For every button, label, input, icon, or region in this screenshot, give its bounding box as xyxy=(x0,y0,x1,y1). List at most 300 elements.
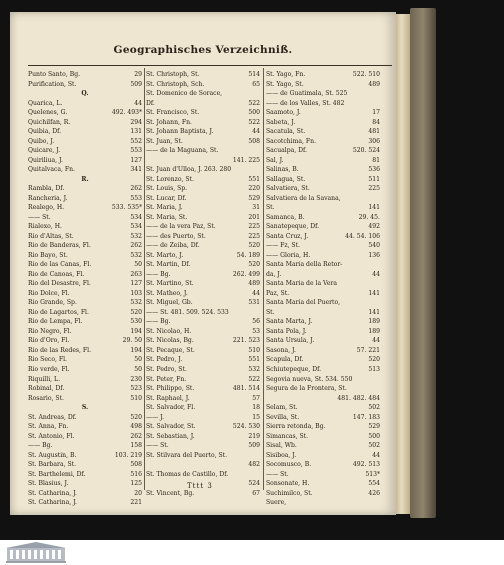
entry-page-numbers: 522. 510 xyxy=(352,71,380,78)
entry-name: Santa Maria del Puerto, xyxy=(266,299,341,307)
index-entry xyxy=(146,99,260,109)
index-column-1 xyxy=(28,70,142,508)
entry-name: Quarica, L. xyxy=(28,99,63,107)
entry-name: St. Christoph, St. xyxy=(146,71,200,78)
entry-page-numbers: 44 xyxy=(372,451,380,459)
index-entry xyxy=(28,70,142,80)
entry-page-numbers: 534 xyxy=(130,213,142,221)
entry-name: Selam, St. xyxy=(266,404,298,412)
index-entry xyxy=(266,384,380,394)
entry-name: Riquilli, L. xyxy=(28,375,61,383)
index-entry xyxy=(146,203,260,213)
entry-name: da, J. xyxy=(266,270,282,278)
entry-page-numbers: 56 xyxy=(252,318,260,326)
index-entry xyxy=(146,489,260,499)
index-entry xyxy=(146,194,260,204)
index-entry xyxy=(266,451,380,461)
index-entry xyxy=(266,222,380,232)
index-entry xyxy=(146,346,260,356)
entry-name: St. Johann Baptista, J. xyxy=(146,128,214,136)
entry-name: Q. xyxy=(81,90,89,98)
entry-page-numbers: 44 xyxy=(372,337,380,345)
entry-name: St. Catharina, J. xyxy=(28,489,77,497)
entry-name: Rosario, St. xyxy=(28,394,64,402)
entry-name: St. Martino, St. xyxy=(146,280,194,288)
entry-page-numbers: 524 xyxy=(248,480,260,488)
entry-name: St. Raphael, J. xyxy=(146,394,190,402)
index-entry xyxy=(146,317,260,327)
index-entry xyxy=(28,422,142,432)
index-entry xyxy=(146,232,260,242)
index-entry xyxy=(146,365,260,375)
entry-page-numbers: 189 xyxy=(368,327,380,335)
entry-page-numbers: 44 xyxy=(372,270,380,278)
index-entry xyxy=(266,184,380,194)
index-entry xyxy=(28,213,142,223)
index-entry xyxy=(146,422,260,432)
entry-name: Salvatiera, St. xyxy=(266,185,310,193)
entry-page-numbers: 492 xyxy=(368,223,380,231)
entry-page-numbers: 194 xyxy=(130,327,142,335)
index-entry xyxy=(266,108,380,118)
entry-name: Simancas, St. xyxy=(266,432,309,440)
index-entry xyxy=(266,232,380,242)
entry-page-numbers: 147. 183 xyxy=(352,413,380,421)
entry-page-numbers: 532 xyxy=(130,299,142,307)
index-entry xyxy=(266,394,380,404)
entry-page-numbers: 520 xyxy=(368,356,380,364)
index-entry xyxy=(266,156,380,166)
entry-name: Schiutepeque, Df. xyxy=(266,365,322,373)
entry-name: St. xyxy=(266,204,275,212)
entry-name: —— Bg. xyxy=(146,270,171,278)
entry-name: St. Barthelemi, Df. xyxy=(28,470,86,478)
entry-page-numbers: 513 xyxy=(368,365,380,373)
index-entry xyxy=(266,327,380,337)
entry-name: Sevilla, St. xyxy=(266,413,300,421)
entry-page-numbers: 531 xyxy=(248,299,260,307)
entry-name: Sisiboa, J. xyxy=(266,451,297,459)
entry-page-numbers: 510 xyxy=(248,346,260,354)
entry-name: Segovia nueva, St. 534. 550 xyxy=(266,375,353,383)
entry-page-numbers: 17 xyxy=(372,109,380,117)
entry-name: St. Francisco, St. xyxy=(146,109,200,117)
entry-name: Santa Cruz, J. xyxy=(266,232,309,240)
index-entry xyxy=(146,251,260,261)
index-entry xyxy=(28,355,142,365)
entry-page-numbers: 510 xyxy=(130,394,142,402)
entry-name: St. Salvador, Fl. xyxy=(146,404,196,412)
entry-name: Sacatula, St. xyxy=(266,128,306,136)
entry-page-numbers: 57. 221 xyxy=(356,346,380,354)
entry-page-numbers: 67 xyxy=(252,489,260,497)
index-entry xyxy=(266,99,380,109)
entry-name: Rio de Lempa, Fl. xyxy=(28,318,83,326)
entry-page-numbers: 529 xyxy=(368,423,380,431)
entry-name: St. Andreas, Df. xyxy=(28,413,77,421)
entry-page-numbers: 513* xyxy=(365,470,380,478)
entry-page-numbers: 529 xyxy=(248,194,260,202)
index-entry xyxy=(28,99,142,109)
entry-page-numbers: 201 xyxy=(248,213,260,221)
entry-page-numbers: 44 xyxy=(252,128,260,136)
entry-name: Sonsonate, H. xyxy=(266,480,310,488)
entry-page-numbers: 262. 499 xyxy=(232,270,260,278)
index-entry xyxy=(146,336,260,346)
entry-name: Santa Marta, J. xyxy=(266,318,313,326)
index-entry xyxy=(266,498,380,508)
section-letter xyxy=(28,89,142,99)
entry-name: Sallagua, St. xyxy=(266,175,306,183)
entry-name: St. Vincent, Bg. xyxy=(146,489,195,497)
entry-name: —— J. xyxy=(146,413,165,421)
index-entry xyxy=(28,203,142,213)
section-letter xyxy=(28,403,142,413)
entry-page-numbers: 44. 54. 106 xyxy=(345,232,380,240)
index-entry xyxy=(28,460,142,470)
entry-name: —— de Zeiba, Df. xyxy=(146,242,200,250)
page-edges xyxy=(396,14,410,514)
entry-name: Sacotchima, Fn. xyxy=(266,137,316,145)
entry-page-numbers: 262 xyxy=(130,242,142,250)
index-entry xyxy=(266,308,380,318)
entry-page-numbers: 523 xyxy=(130,385,142,393)
entry-name: St. Stilvara del Puerto, St. xyxy=(146,451,228,459)
entry-page-numbers: 125 xyxy=(130,480,142,488)
index-entry xyxy=(28,279,142,289)
entry-page-numbers: 502 xyxy=(368,442,380,450)
entry-name: Df. xyxy=(146,99,155,107)
entry-page-numbers: 492. 493* xyxy=(111,109,142,117)
index-entry xyxy=(146,403,260,413)
entry-name: St. Louis, Sp. xyxy=(146,185,188,193)
entry-name: St. Martin, Df. xyxy=(146,261,191,269)
entry-page-numbers: 54. 189 xyxy=(236,251,260,259)
entry-name: St. Pecaque, St. xyxy=(146,346,195,354)
entry-page-numbers: 225 xyxy=(368,185,380,193)
index-entry xyxy=(266,251,380,261)
entry-page-numbers: 127 xyxy=(130,280,142,288)
index-entry xyxy=(266,413,380,423)
entry-name: Quicare, J. xyxy=(28,147,61,155)
entry-name: Sanatepeque, Df. xyxy=(266,223,320,231)
index-entry xyxy=(146,460,260,470)
entry-name: —— St. xyxy=(28,213,51,221)
entry-page-numbers: 50 xyxy=(134,261,142,269)
entry-page-numbers: 530 xyxy=(130,318,142,326)
entry-name: Suchimilco, St. xyxy=(266,489,313,497)
section-letter xyxy=(28,175,142,185)
index-entry xyxy=(28,222,142,232)
index-entry xyxy=(28,270,142,280)
entry-name: St. Augustin, B. xyxy=(28,451,77,459)
index-entry xyxy=(146,213,260,223)
entry-name: R. xyxy=(81,175,89,183)
entry-name: Rio Dolce, Fl. xyxy=(28,289,70,297)
index-entry xyxy=(146,298,260,308)
entry-page-numbers: 20 xyxy=(134,489,142,497)
entry-page-numbers: 516 xyxy=(130,470,142,478)
index-entry xyxy=(146,108,260,118)
entry-page-numbers: 553 xyxy=(130,194,142,202)
entry-page-numbers: 221 xyxy=(130,499,142,507)
index-entry xyxy=(28,432,142,442)
entry-page-numbers: 221. 523 xyxy=(232,337,260,345)
entry-page-numbers: 189 xyxy=(368,318,380,326)
entry-page-numbers: 219 xyxy=(248,432,260,440)
entry-page-numbers: 534 xyxy=(130,223,142,231)
entry-name: S. xyxy=(81,404,89,412)
entry-name: St. Pedro, J. xyxy=(146,356,183,364)
index-entry xyxy=(266,479,380,489)
index-entry xyxy=(266,146,380,156)
index-entry xyxy=(266,70,380,80)
index-entry xyxy=(266,422,380,432)
index-entry xyxy=(266,365,380,375)
entry-name: St. Yago, St. xyxy=(266,80,304,88)
entry-name: St. Christoph, Sch. xyxy=(146,80,205,88)
entry-page-numbers: 536 xyxy=(368,166,380,174)
index-entry xyxy=(28,146,142,156)
entry-page-numbers: 489 xyxy=(368,80,380,88)
entry-name: —— de Guatimala, St. 525 xyxy=(266,90,348,98)
column-divider xyxy=(263,68,264,490)
entry-page-numbers: 509 xyxy=(248,442,260,450)
entry-page-numbers: 158 xyxy=(130,442,142,450)
entry-name: St. Sebastian, J. xyxy=(146,432,195,440)
entry-name: Quibo, J. xyxy=(28,137,55,145)
entry-page-numbers: 262 xyxy=(130,432,142,440)
index-entry xyxy=(28,394,142,404)
entry-page-numbers: 50 xyxy=(134,356,142,364)
entry-page-numbers: 520 xyxy=(130,308,142,316)
entry-page-numbers: 44 xyxy=(252,289,260,297)
entry-page-numbers: 294 xyxy=(130,118,142,126)
entry-page-numbers: 508 xyxy=(130,461,142,469)
index-entry xyxy=(28,470,142,480)
entry-name: Quitalvaca, Fn. xyxy=(28,166,75,174)
entry-page-numbers: 532 xyxy=(130,251,142,259)
entry-name: —— St. xyxy=(146,442,169,450)
index-entry xyxy=(28,336,142,346)
entry-page-numbers: 84 xyxy=(372,118,380,126)
entry-name: St. Anna, Fn. xyxy=(28,423,69,431)
entry-name: Rio Negro, Fl. xyxy=(28,327,72,335)
index-entry xyxy=(28,108,142,118)
entry-page-numbers: 29. 45. xyxy=(358,213,380,221)
entry-name: St. Miguel, Gb. xyxy=(146,299,193,307)
entry-name: Rio de las Canas, Fl. xyxy=(28,261,92,269)
entry-page-numbers: 498 xyxy=(130,423,142,431)
index-entry xyxy=(146,289,260,299)
index-entry xyxy=(28,346,142,356)
entry-name: Socomusco, B. xyxy=(266,461,312,469)
entry-name: St. Johann, Fn. xyxy=(146,118,192,126)
index-entry xyxy=(266,80,380,90)
index-entry xyxy=(266,489,380,499)
index-entry xyxy=(146,222,260,232)
entry-page-numbers: 552 xyxy=(130,137,142,145)
entry-page-numbers: 540 xyxy=(368,242,380,250)
index-entry xyxy=(146,279,260,289)
index-entry xyxy=(146,118,260,128)
entry-name: —— St. xyxy=(266,470,289,478)
entry-page-numbers: 489 xyxy=(248,280,260,288)
entry-name: Quibia, Df. xyxy=(28,128,62,136)
index-entry xyxy=(146,270,260,280)
index-entry xyxy=(146,70,260,80)
entry-name: Rio de Lagartos, Fl. xyxy=(28,308,89,316)
entry-name: Paz, St. xyxy=(266,289,290,297)
index-entry xyxy=(266,194,380,204)
entry-page-numbers: 500 xyxy=(248,109,260,117)
column-divider xyxy=(144,68,145,490)
index-entry xyxy=(146,470,260,480)
index-entry xyxy=(266,441,380,451)
entry-page-numbers: 306 xyxy=(368,137,380,145)
entry-page-numbers: 533. 535* xyxy=(111,204,142,212)
index-entry xyxy=(266,270,380,280)
entry-page-numbers: 53 xyxy=(252,327,260,335)
entry-name: Santa Maria della Retor- xyxy=(266,261,343,269)
entry-name: Rio verde, Fl. xyxy=(28,365,70,373)
index-entry xyxy=(28,251,142,261)
entry-page-numbers: 481 xyxy=(368,128,380,136)
entry-name: St. Salvador, St. xyxy=(146,423,196,431)
entry-name: Rio Bayo, St. xyxy=(28,251,68,259)
entry-name: Rio del Desastre, Fl. xyxy=(28,280,91,288)
index-entry xyxy=(28,327,142,337)
entry-name: Rio d'Altas, St. xyxy=(28,232,74,240)
entry-page-numbers: 225 xyxy=(248,232,260,240)
index-entry xyxy=(146,308,260,318)
index-entry xyxy=(28,127,142,137)
entry-page-numbers: 57 xyxy=(252,394,260,402)
entry-name: Rialexo, H. xyxy=(28,223,62,231)
entry-page-numbers: 136 xyxy=(368,251,380,259)
entry-name: Sisal, Wb. xyxy=(266,442,297,450)
index-entry xyxy=(146,137,260,147)
entry-page-numbers: 554 xyxy=(368,480,380,488)
index-entry xyxy=(266,118,380,128)
index-entry xyxy=(146,127,260,137)
entry-name: Quiriliua, J. xyxy=(28,156,63,164)
entry-page-numbers: 522 xyxy=(248,375,260,383)
entry-name: —— St. 481. 509. 524. 533 xyxy=(146,308,229,316)
entry-name: Salvatiera de la Savana, xyxy=(266,194,341,202)
entry-name: St. Catharina, J. xyxy=(28,499,77,507)
entry-name: St. Lucar, Df. xyxy=(146,194,187,202)
index-entry xyxy=(146,432,260,442)
entry-page-numbers: 502 xyxy=(368,404,380,412)
index-entry xyxy=(266,336,380,346)
entry-name: —— Bg. xyxy=(146,318,171,326)
index-entry xyxy=(266,432,380,442)
index-entry xyxy=(146,175,260,185)
entry-name: Suere, xyxy=(266,499,287,507)
entry-name: St. Antonio, Fl. xyxy=(28,432,75,440)
entry-name: —— Gloria, H. xyxy=(266,251,311,259)
entry-name: Rio de Canoas, Fl. xyxy=(28,270,85,278)
entry-page-numbers: 520 xyxy=(130,413,142,421)
index-entry xyxy=(146,184,260,194)
entry-page-numbers: 482 xyxy=(248,461,260,469)
index-entry xyxy=(266,403,380,413)
entry-page-numbers: 81 xyxy=(372,156,380,164)
entry-name: St. Juan d'Ulloa, J. 263. 280 xyxy=(146,166,232,174)
entry-page-numbers: 131 xyxy=(130,128,142,136)
index-entry xyxy=(28,289,142,299)
index-entry xyxy=(28,375,142,385)
index-entry xyxy=(266,260,380,270)
entry-name: Rancheria, J. xyxy=(28,194,68,202)
index-entry xyxy=(146,260,260,270)
entry-page-numbers: 65 xyxy=(252,80,260,88)
index-entry xyxy=(28,498,142,508)
entry-name: St. Peter, Fn. xyxy=(146,375,187,383)
index-entry xyxy=(146,384,260,394)
entry-page-numbers: 481. 482. 484 xyxy=(337,394,380,402)
entry-page-numbers: 50 xyxy=(134,365,142,373)
entry-name: Rio d'Oro, Fl. xyxy=(28,337,70,345)
entry-name: St. Philippo, St. xyxy=(146,385,195,393)
entry-name: Sierra retonda, Bg. xyxy=(266,423,326,431)
index-entry xyxy=(28,137,142,147)
entry-page-numbers: 194 xyxy=(130,346,142,354)
entry-page-numbers: 103 xyxy=(130,289,142,297)
entry-page-numbers: 524. 530 xyxy=(232,423,260,431)
index-entry xyxy=(28,489,142,499)
index-entry xyxy=(28,308,142,318)
page-title: Geographisches Verzeichniß. xyxy=(113,44,293,56)
entry-page-numbers: 141 xyxy=(368,289,380,297)
entry-page-numbers: 520. 524 xyxy=(352,147,380,155)
entry-name: —— de la vera Paz, St. xyxy=(146,223,216,231)
entry-name: Santa Maria de la Vera xyxy=(266,280,338,288)
index-entry xyxy=(146,327,260,337)
index-entry xyxy=(266,241,380,251)
entry-name: Salinas, B. xyxy=(266,166,299,174)
entry-page-numbers: 263 xyxy=(130,270,142,278)
book-spine xyxy=(410,8,436,518)
index-entry xyxy=(266,460,380,470)
index-entry xyxy=(266,137,380,147)
entry-name: Santa Pola, J. xyxy=(266,327,307,335)
entry-page-numbers: 44 xyxy=(134,99,142,107)
entry-page-numbers: 127 xyxy=(130,156,142,164)
index-entry xyxy=(28,184,142,194)
index-entry xyxy=(266,375,380,385)
entry-page-numbers: 500 xyxy=(368,432,380,440)
header-rule xyxy=(28,65,392,66)
entry-name: St. Matheo, J. xyxy=(146,289,188,297)
index-entry xyxy=(146,355,260,365)
index-entry xyxy=(28,365,142,375)
entry-name: Realego, H. xyxy=(28,204,65,212)
entry-name: Samanca, B. xyxy=(266,213,305,221)
entry-name: St. Pedro, St. xyxy=(146,365,187,373)
entry-name: —— Fz, St. xyxy=(266,242,300,250)
entry-page-numbers: 18 xyxy=(252,404,260,412)
entry-page-numbers: 514 xyxy=(248,71,260,78)
entry-name: St. Domenico de Sorace, xyxy=(146,90,223,98)
index-entry xyxy=(266,165,380,175)
entry-name: Rio Seco, Fl. xyxy=(28,356,67,364)
entry-name: Robinal, Df. xyxy=(28,385,65,393)
index-entry xyxy=(146,498,260,508)
footer-strip xyxy=(0,540,504,565)
index-entry xyxy=(146,441,260,451)
